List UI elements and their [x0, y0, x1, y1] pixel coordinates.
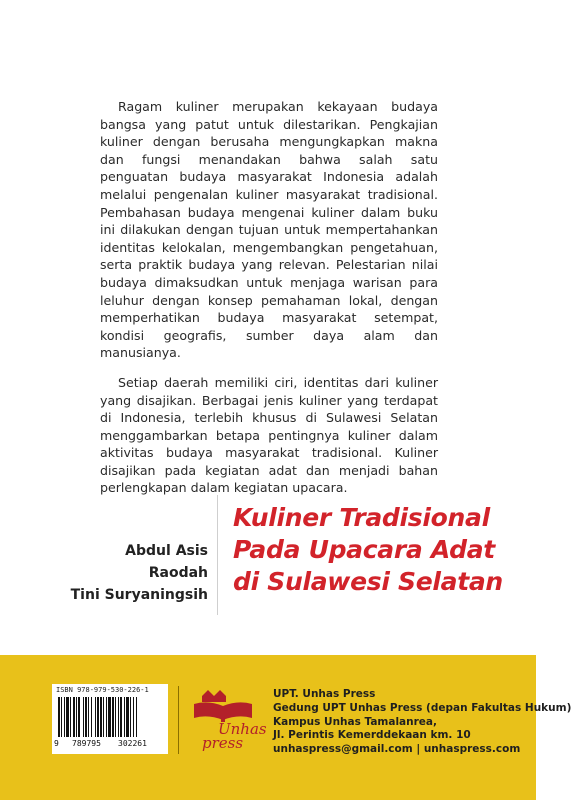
publisher-line: Jl. Perintis Kemerddekaan km. 10 — [273, 729, 471, 742]
title-divider — [217, 495, 218, 615]
isbn-number: ISBN 978-979-530-226-1 — [56, 686, 149, 694]
barcode-digit-group: 302261 — [118, 739, 147, 748]
book-with-crown-icon — [188, 688, 267, 752]
author-name: Tini Suryaningsih — [70, 587, 208, 603]
author-name: Raodah — [148, 565, 208, 581]
isbn-barcode — [52, 684, 168, 754]
publisher-line: Gedung UPT Unhas Press (depan Fakultas Hukum) — [273, 701, 571, 714]
barcode-digit-group: 789795 — [72, 739, 101, 748]
barcode-icon — [58, 697, 164, 737]
author-name: Abdul Asis — [125, 543, 208, 559]
blurb-paragraph-2: Setiap daerah memiliki ciri, identitas dari kuliner yang disajikan. Berbagai jenis kuliner yang terdapat di Indonesia, terlebih khusus di Sulawesi Selatan menggambarkan betapa pentingnya kuliner dalam aktivitas budaya masyarakat tradisional. Kuliner disajikan pada kegiatan adat dan menjadi bahan perlengkapan dalam kegiatan upacara. — [100, 374, 438, 496]
unhas-press-logo — [188, 688, 267, 752]
logo-text: Unhas — [218, 720, 267, 738]
book-title — [233, 502, 503, 598]
book-title-line: Kuliner Tradisional — [233, 503, 490, 532]
book-title-line: Pada Upacara Adat — [233, 535, 495, 564]
back-cover-blurb — [100, 98, 438, 509]
book-title-line: di Sulawesi Selatan — [233, 567, 503, 596]
author-list — [71, 540, 208, 606]
publisher-contact: unhaspress@gmail.com | unhaspress.com — [273, 743, 521, 756]
publisher-line: UPT. Unhas Press — [273, 688, 376, 700]
publisher-address — [273, 688, 571, 757]
barcode-digit-group: 9 — [54, 739, 59, 748]
logo-text: press — [202, 734, 244, 752]
blurb-paragraph-1: Ragam kuliner merupakan kekayaan budaya bangsa yang patut untuk dilestarikan. Pengkajian kuliner dengan berusaha mengungkapkan makna dan fungsi menandakan bahwa salah satu penguatan budaya masyarakat Indonesia adalah melalui pengenalan kuliner masyarakat tradisional. Pembahasan budaya mengenai kuliner dalam buku ini dilakukan dengan tujuan untuk mempertahankan identitas kelokalan, mengembangkan pengetahuan, serta praktik budaya yang relevan. Pelestarian nilai budaya dimaksudkan untuk menjaga warisan para leluhur dengan konsep pemahaman lokal, dengan memperhatikan budaya masyarakat setempat, kondisi geografis, sumber daya alam dan manusianya. — [100, 99, 438, 361]
publisher-line: Kampus Unhas Tamalanrea, — [273, 715, 437, 728]
band-separator — [178, 686, 179, 754]
